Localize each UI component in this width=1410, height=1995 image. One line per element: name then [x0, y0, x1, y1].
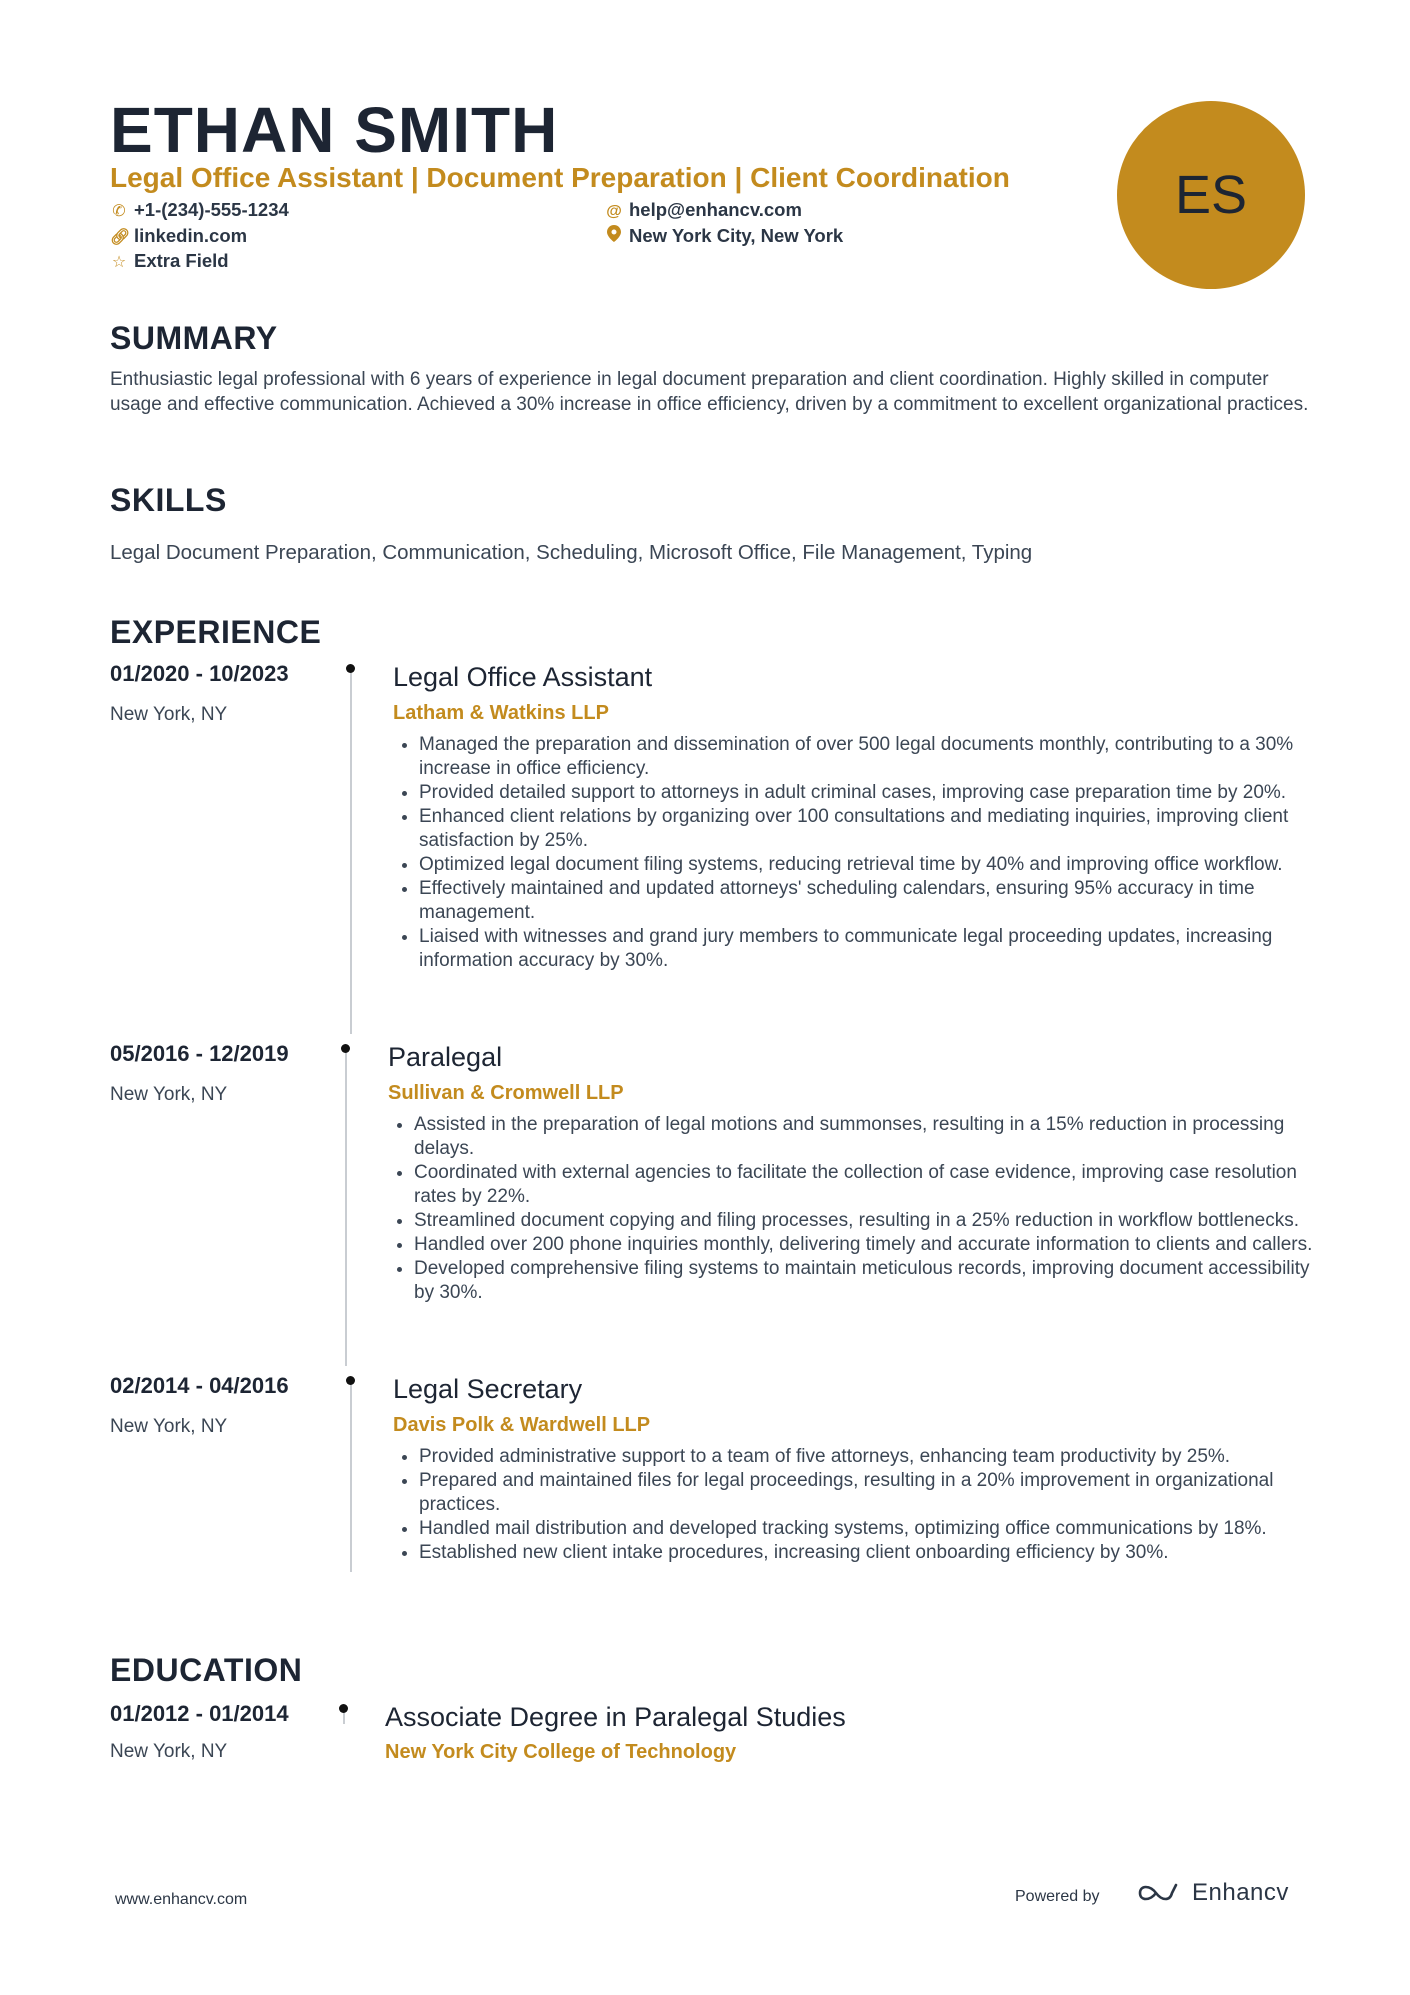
- timeline-dot: [341, 1044, 350, 1053]
- list-item: • Handled mail distribution and developed tracking systems, optimizing office communications by 18%.: [419, 1517, 1334, 1541]
- enhancv-logo-icon: [1136, 1881, 1182, 1905]
- avatar-initials: ES: [1174, 165, 1248, 225]
- job-bullets: [388, 1113, 1334, 1305]
- timeline-dot: [346, 664, 355, 673]
- section-title-experience: EXPERIENCE: [110, 614, 322, 650]
- avatar: [1117, 101, 1305, 289]
- list-item: • Provided administrative support to a team of five attorneys, enhancing team productivity by 25%.: [419, 1445, 1334, 1469]
- phone-icon: ✆: [112, 203, 126, 220]
- location-pin-icon: [605, 225, 623, 250]
- at-icon: @: [606, 203, 622, 220]
- job-bullets: [393, 1445, 1334, 1565]
- enhancv-logo[interactable]: [1136, 1879, 1289, 1907]
- star-icon: ☆: [111, 254, 127, 271]
- contact-phone: ✆ +1-(234)-555-1234: [110, 198, 289, 224]
- skills-text: Legal Document Preparation, Communication, Scheduling, Microsoft Office, File Management, Typing: [110, 541, 1033, 564]
- contact-extra: ☆ Extra Field: [110, 249, 229, 275]
- list-item: • Effectively maintained and updated attorneys' scheduling calendars, ensuring 95% accuracy in time management.: [419, 877, 1334, 925]
- education-school: New York City College of Technology: [385, 1741, 737, 1763]
- list-item: • Developed comprehensive filing systems to maintain meticulous records, improving document accessibility by 30%.: [414, 1257, 1334, 1305]
- timeline-line: [345, 1048, 347, 1366]
- list-item: • Prepared and maintained files for legal proceedings, resulting in a 20% improvement in organizational practices.: [419, 1469, 1334, 1517]
- contact-linkedin[interactable]: 🔗︎ linkedin.com: [110, 224, 247, 250]
- job-location: New York, NY: [110, 704, 228, 725]
- job-company: Sullivan & Cromwell LLP: [388, 1082, 624, 1104]
- timeline-dot: [346, 1376, 355, 1385]
- footer-powered-by: Powered by: [1015, 1888, 1100, 1905]
- job-dates: 05/2016 - 12/2019: [110, 1041, 289, 1066]
- list-item: • Liaised with witnesses and grand jury members to communicate legal proceeding updates, increasing information accuracy by 30%.: [419, 925, 1334, 973]
- education-dates: 01/2012 - 01/2014: [110, 1701, 289, 1726]
- job-dates: 01/2020 - 10/2023: [110, 661, 289, 686]
- timeline-line: [350, 668, 352, 1034]
- candidate-name: ETHAN SMITH: [110, 94, 559, 166]
- section-title-summary: SUMMARY: [110, 320, 278, 356]
- job-company: Davis Polk & Wardwell LLP: [393, 1414, 651, 1436]
- link-icon: 🔗︎: [110, 229, 131, 246]
- enhancv-brand-text: Enhancv: [1192, 1879, 1289, 1906]
- list-item: • Established new client intake procedures, increasing client onboarding efficiency by 30%.: [419, 1541, 1334, 1565]
- job-role: Paralegal: [388, 1042, 503, 1072]
- education-location: New York, NY: [110, 1741, 228, 1762]
- section-title-skills: SKILLS: [110, 482, 227, 518]
- job-bullets: [393, 733, 1334, 973]
- education-degree: Associate Degree in Paralegal Studies: [385, 1702, 846, 1732]
- list-item: • Handled over 200 phone inquiries monthly, delivering timely and accurate information to clients and callers.: [414, 1233, 1334, 1257]
- timeline-dot: [339, 1704, 348, 1713]
- job-dates: 02/2014 - 04/2016: [110, 1373, 289, 1398]
- timeline-line: [350, 1380, 352, 1572]
- list-item: • Enhanced client relations by organizing over 100 consultations and mediating inquiries, improving client satisfaction by 25%.: [419, 805, 1334, 853]
- footer-website[interactable]: www.enhancv.com: [115, 1891, 248, 1908]
- job-location: New York, NY: [110, 1416, 228, 1437]
- list-item: • Optimized legal document filing systems, reducing retrieval time by 40% and improving office workflow.: [419, 853, 1334, 877]
- contact-location: New York City, New York: [605, 224, 843, 250]
- list-item: • Coordinated with external agencies to facilitate the collection of case evidence, improving case resolution rates by 22%.: [414, 1161, 1334, 1209]
- job-company: Latham & Watkins LLP: [393, 702, 609, 724]
- contact-email[interactable]: @ help@enhancv.com: [605, 198, 802, 224]
- list-item: • Provided detailed support to attorneys in adult criminal cases, improving case preparation time by 20%.: [419, 781, 1334, 805]
- headline: Legal Office Assistant | Document Preparation | Client Coordination: [110, 162, 1010, 193]
- job-location: New York, NY: [110, 1084, 228, 1105]
- summary-text: Enthusiastic legal professional with 6 years of experience in legal document preparation and client coordination. Highly skilled in computer usage and effective communication. Achieved a 30% increase in office efficiency, driven by a commitment to excellent organizational practices.: [110, 369, 1309, 415]
- list-item: • Managed the preparation and dissemination of over 500 legal documents monthly, contributing to a 30% increase in office efficiency.: [419, 733, 1334, 781]
- job-role: Legal Office Assistant: [393, 662, 653, 692]
- job-role: Legal Secretary: [393, 1374, 583, 1404]
- list-item: • Streamlined document copying and filing processes, resulting in a 25% reduction in workflow bottlenecks.: [414, 1209, 1334, 1233]
- list-item: • Assisted in the preparation of legal motions and summonses, resulting in a 15% reduction in processing delays.: [414, 1113, 1334, 1161]
- section-title-education: EDUCATION: [110, 1652, 303, 1688]
